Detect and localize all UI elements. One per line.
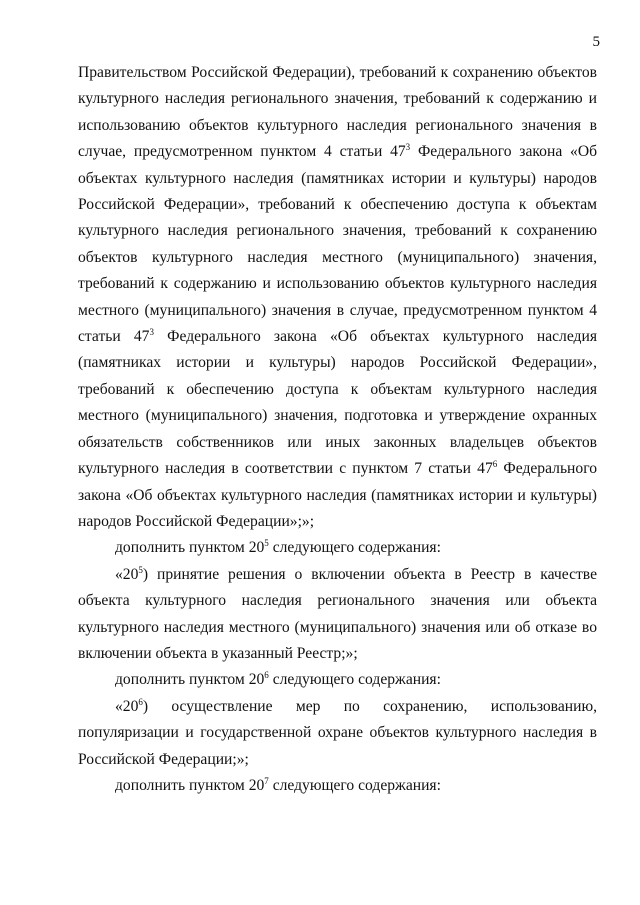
paragraph: дополнить пунктом $20^6$ следующего содержания: (115, 670, 441, 689)
superscript: 3 (149, 326, 154, 337)
paragraph: дополнить пунктом $20^5$ следующего содержания: (115, 538, 441, 557)
paragraph: дополнить пунктом $20^7$ следующего содержания: (115, 775, 441, 794)
superscript: 3 (405, 142, 411, 153)
superscript: 6 (492, 458, 498, 469)
superscript: 7 (264, 775, 269, 786)
page-number: 5 (592, 34, 600, 50)
document-body (78, 60, 597, 799)
superscript: 6 (264, 670, 269, 681)
superscript: 5 (138, 564, 143, 575)
superscript: 6 (138, 696, 143, 707)
paragraph: «$20^5$) принятие решения о включении объекта в Реестр в качестве объекта культурного наследия регионального значения или объекта культурного наследия местного (муниципального) значения или об отказе во включении объекта в указанный Реестр;»; (78, 564, 597, 662)
paragraph: «$20^6$) осуществление мер по сохранению, использованию, популяризации и государственной охране объектов культурного наследия в Российской Федерации;»; (78, 696, 597, 768)
superscript: 5 (264, 538, 269, 549)
paragraph: Правительством Российской Федерации), требований к сохранению объектов культурного наследия регионального значения, требований к содержанию и использованию объектов культурного наследия регионального значения в случае, предусмотренном пунктом 4 статьи $47^3$ Федерального закона «Об объектах культурного наследия (памятниках истории и культуры) народов Российской Федерации», требований к обеспечению доступа к объектам культурного наследия регионального значения, требований к сохранению объектов культурного наследия местного (муниципального) значения, требований к содержанию и использованию объектов культурного наследия местного (муниципального) значения в случае, предусмотренном пунктом 4 статьи $47^3$ Федерального закона «Об объектах культурного наследия (памятниках истории и культуры) народов Российской Федерации», требований к обеспечению доступа к объектам культурного наследия местного (муниципального) значения, подготовка и утверждение охранных обязательств собственников или иных законных владельцев объектов культурного наследия в соответствии с пунктом 7 статьи $47^6$ Федерального закона «Об объектах культурного наследия (памятниках истории и культуры) народов Российской Федерации»;»; (78, 64, 598, 530)
